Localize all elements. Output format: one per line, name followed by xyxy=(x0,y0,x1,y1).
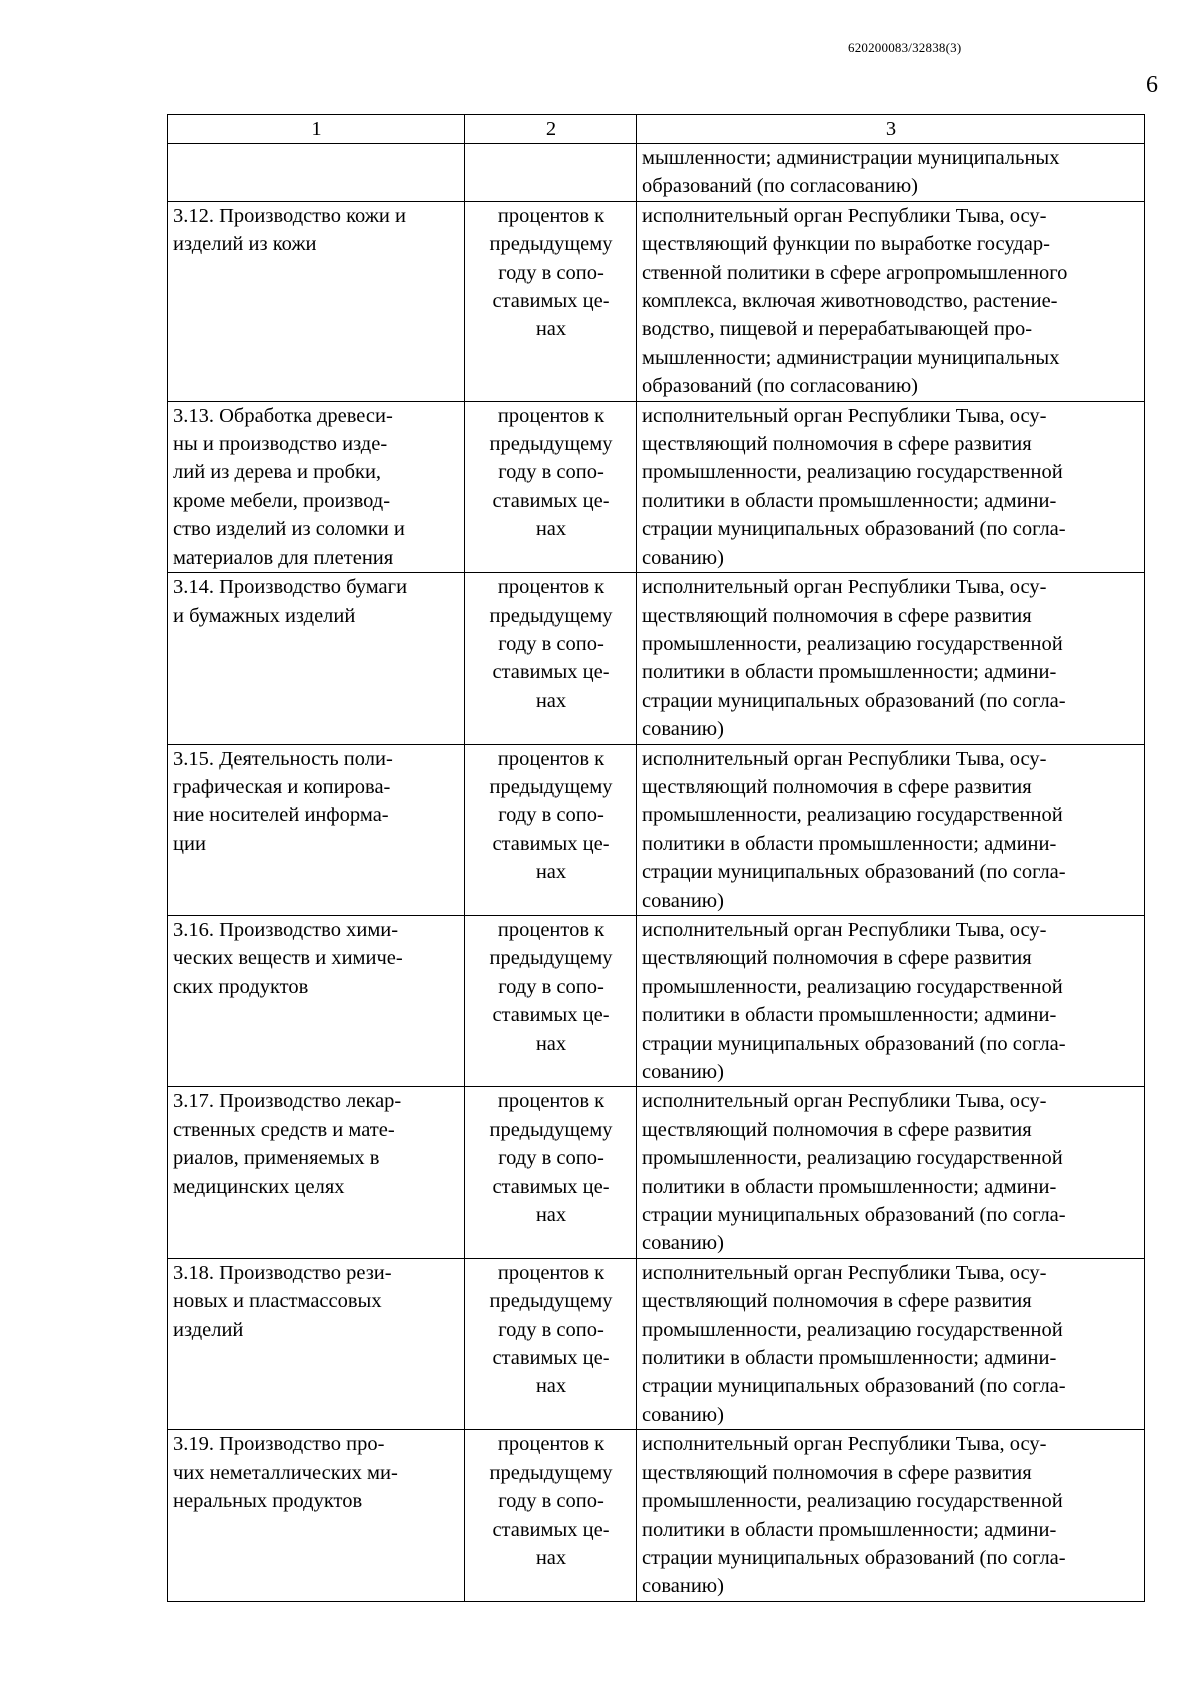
cell-text-line: ставимых це- xyxy=(492,832,610,855)
cell-text-line: году в сопо- xyxy=(498,1318,604,1341)
table-row xyxy=(168,573,1145,744)
cell-text-line: 3.13. Обработка древеси- xyxy=(173,404,393,427)
cell-text-line: предыдущему xyxy=(489,433,613,456)
cell-text-line: образований (по согласованию) xyxy=(642,175,918,198)
cell-text-line: промышленности, реализацию государственной xyxy=(642,461,1063,484)
cell-text-line: ставимых це- xyxy=(492,1518,610,1541)
cell-text-line: страции муниципальных образований (по согла- xyxy=(642,1546,1066,1569)
cell-text-line: сованию) xyxy=(642,1232,724,1255)
cell-text-line: сованию) xyxy=(642,1061,724,1083)
cell-text-line: нах xyxy=(535,318,567,341)
cell-text-line: комплекса, включая животноводство, растение- xyxy=(642,290,1058,313)
cell-text-line: исполнительный орган Республики Тыва, осу- xyxy=(642,1090,1047,1113)
cell-text-line: 3.19. Производство про- xyxy=(173,1433,385,1456)
column-header-2: 2 xyxy=(465,115,637,144)
cell-text-line: ставимых це- xyxy=(492,1175,610,1198)
cell-text-line: нах xyxy=(535,861,567,884)
cell-text-line: графическая и копирова- xyxy=(173,775,391,798)
cell-text-line: ществляющий полномочия в сфере развития xyxy=(642,775,1032,798)
cell-text-line: нах xyxy=(535,1546,567,1569)
table-row xyxy=(168,744,1145,915)
cell-text-line: предыдущему xyxy=(489,1290,613,1313)
cell-text-line: процентов к xyxy=(497,576,605,599)
cell-text-line: предыдущему xyxy=(489,604,613,627)
cell-text-line: сованию) xyxy=(642,889,724,912)
cell-text-line: году в сопо- xyxy=(498,632,604,655)
cell-text-line: 3.18. Производство рези- xyxy=(173,1261,392,1284)
responsible-body-cell xyxy=(637,573,1145,744)
cell-text-line: ставимых це- xyxy=(492,489,610,512)
cell-text-line: промышленности, реализацию государственной xyxy=(642,1490,1063,1513)
cell-text-line: нах xyxy=(535,518,567,541)
cell-text-line: лий из дерева и пробки, xyxy=(173,461,382,484)
cell-text-line: политики в области промышленности; админи- xyxy=(642,832,1057,855)
cell-text-line: ставимых це- xyxy=(492,1004,610,1027)
unit-cell xyxy=(465,915,637,1086)
cell-text-line: страции муниципальных образований (по согла- xyxy=(642,861,1066,884)
table-row xyxy=(168,401,1145,572)
cell-text-line: году в сопо- xyxy=(498,1490,604,1513)
cell-text-line: чих неметаллических ми- xyxy=(173,1461,398,1484)
cell-text-line: исполнительный орган Республики Тыва, осу- xyxy=(642,747,1047,770)
cell-text-line: промышленности, реализацию государственной xyxy=(642,1147,1063,1170)
cell-text-line: промышленности, реализацию государственной xyxy=(642,804,1063,827)
cell-text-line: неральных продуктов xyxy=(173,1490,363,1513)
indicator-name-cell xyxy=(168,915,465,1086)
unit-cell xyxy=(465,1430,637,1601)
cell-text-line: ществляющий полномочия в сфере развития xyxy=(642,947,1032,970)
unit-cell xyxy=(465,401,637,572)
cell-text-line: предыдущему xyxy=(489,1118,613,1141)
cell-text-line: году в сопо- xyxy=(498,461,604,484)
cell-text-line: мышленности; администрации муниципальных xyxy=(642,346,1060,369)
indicator-name-cell xyxy=(168,573,465,744)
cell-text-line: сованию) xyxy=(642,546,724,569)
cell-text-line: нах xyxy=(535,1032,567,1055)
cell-text-line: новых и пластмассовых xyxy=(173,1290,382,1313)
table-body xyxy=(168,144,1145,1602)
cell-text-line: политики в области промышленности; админи- xyxy=(642,1004,1057,1027)
cell-text-line: 3.12. Производство кожи и xyxy=(173,204,406,227)
table-row xyxy=(168,201,1145,401)
table-row xyxy=(168,1087,1145,1258)
cell-text-line: ществляющий полномочия в сфере развития xyxy=(642,1290,1032,1313)
indicator-name-cell xyxy=(168,144,465,202)
unit-cell xyxy=(465,201,637,401)
cell-text-line: политики в области промышленности; админи- xyxy=(642,1518,1057,1541)
cell-text-line: процентов к xyxy=(497,1261,605,1284)
responsible-body-cell xyxy=(637,401,1145,572)
cell-text-line: ществляющий функции по выработке государ- xyxy=(642,233,1050,256)
cell-text-line: водство, пищевой и перерабатывающей про- xyxy=(642,318,1033,341)
responsible-body-cell xyxy=(637,915,1145,1086)
cell-text-line: ственных средств и мате- xyxy=(173,1118,395,1141)
responsible-body-cell xyxy=(637,1258,1145,1429)
unit-cell xyxy=(465,144,637,202)
cell-text-line: мышленности; администрации муниципальных xyxy=(642,147,1060,169)
cell-text-line: страции муниципальных образований (по согла- xyxy=(642,1204,1066,1227)
cell-text-line: году в сопо- xyxy=(498,804,604,827)
cell-text-line: предыдущему xyxy=(489,947,613,970)
cell-text-line: ческих веществ и химиче- xyxy=(173,947,403,970)
cell-text-line: исполнительный орган Республики Тыва, осу- xyxy=(642,404,1047,427)
unit-cell xyxy=(465,1258,637,1429)
cell-text-line: ществляющий полномочия в сфере развития xyxy=(642,433,1032,456)
cell-text-line: ществляющий полномочия в сфере развития xyxy=(642,604,1032,627)
table-row xyxy=(168,915,1145,1086)
cell-text-line: страции муниципальных образований (по согла- xyxy=(642,689,1066,712)
cell-text-line: медицинских целях xyxy=(173,1175,345,1198)
table-header-row xyxy=(168,115,1145,144)
cell-text-line: предыдущему xyxy=(489,775,613,798)
cell-text-line: процентов к xyxy=(497,918,605,941)
cell-text-line: образований (по согласованию) xyxy=(642,375,918,398)
cell-text-line: политики в области промышленности; админи- xyxy=(642,1175,1057,1198)
indicator-name-cell xyxy=(168,1087,465,1258)
responsible-body-cell xyxy=(637,1087,1145,1258)
cell-text-line: страции муниципальных образований (по согла- xyxy=(642,518,1066,541)
cell-text-line: году в сопо- xyxy=(498,975,604,998)
cell-text-line: политики в области промышленности; админи- xyxy=(642,1347,1057,1370)
cell-text-line: промышленности, реализацию государственной xyxy=(642,632,1063,655)
cell-text-line: сованию) xyxy=(642,718,724,741)
cell-text-line: исполнительный орган Республики Тыва, осу- xyxy=(642,1261,1047,1284)
indicator-name-cell xyxy=(168,744,465,915)
column-header-3: 3 xyxy=(637,115,1145,144)
cell-text-line: ние носителей информа- xyxy=(173,804,389,827)
column-header-1: 1 xyxy=(168,115,465,144)
document-code: 620200083/32838(3) xyxy=(848,40,962,55)
cell-text-line: сованию) xyxy=(642,1575,724,1598)
responsible-body-cell xyxy=(637,1430,1145,1601)
indicator-name-cell xyxy=(168,1258,465,1429)
cell-text-line: ны и производство изде- xyxy=(173,433,388,456)
unit-cell xyxy=(465,573,637,744)
cell-text-line: материалов для плетения xyxy=(173,546,394,569)
unit-cell xyxy=(465,1087,637,1258)
cell-text-line: ществляющий полномочия в сфере развития xyxy=(642,1461,1032,1484)
page-number: 6 xyxy=(1146,72,1158,98)
indicator-name-cell xyxy=(168,1430,465,1601)
cell-text-line: 3.16. Производство хими- xyxy=(173,918,399,941)
cell-text-line: нах xyxy=(535,689,567,712)
cell-text-line: 3.14. Производство бумаги xyxy=(173,576,408,599)
cell-text-line: ществляющий полномочия в сфере развития xyxy=(642,1118,1032,1141)
table-row xyxy=(168,1258,1145,1429)
cell-text-line: страции муниципальных образований (по согла- xyxy=(642,1032,1066,1055)
cell-text-line: риалов, применяемых в xyxy=(173,1147,380,1170)
cell-text-line: промышленности, реализацию государственной xyxy=(642,975,1063,998)
cell-text-line: ство изделий из соломки и xyxy=(173,518,405,541)
cell-text-line: кроме мебели, производ- xyxy=(173,489,391,512)
indicators-table xyxy=(167,114,1145,1602)
cell-text-line: ставимых це- xyxy=(492,1347,610,1370)
cell-text-line: промышленности, реализацию государственной xyxy=(642,1318,1063,1341)
cell-text-line: исполнительный орган Республики Тыва, осу- xyxy=(642,1433,1047,1456)
cell-text-line: процентов к xyxy=(497,1090,605,1113)
cell-text-line: политики в области промышленности; админи- xyxy=(642,661,1057,684)
indicator-name-cell xyxy=(168,401,465,572)
cell-text-line: политики в области промышленности; админи- xyxy=(642,489,1057,512)
responsible-body-cell xyxy=(637,744,1145,915)
cell-text-line: процентов к xyxy=(497,204,605,227)
cell-text-line: ских продуктов xyxy=(173,975,309,998)
cell-text-line: сованию) xyxy=(642,1403,724,1426)
cell-text-line: процентов к xyxy=(497,747,605,770)
cell-text-line: исполнительный орган Республики Тыва, осу- xyxy=(642,576,1047,599)
responsible-body-cell xyxy=(637,144,1145,202)
cell-text-line: процентов к xyxy=(497,1433,605,1456)
cell-text-line: изделий из кожи xyxy=(173,233,317,256)
cell-text-line: предыдущему xyxy=(489,1461,613,1484)
cell-text-line: предыдущему xyxy=(489,233,613,256)
cell-text-line: страции муниципальных образований (по согла- xyxy=(642,1375,1066,1398)
cell-text-line: и бумажных изделий xyxy=(173,604,356,627)
cell-text-line: ставимых це- xyxy=(492,661,610,684)
cell-text-line: ции xyxy=(173,832,206,855)
cell-text-line: 3.17. Производство лекар- xyxy=(173,1090,402,1113)
cell-text-line: нах xyxy=(535,1375,567,1398)
cell-text-line: исполнительный орган Республики Тыва, осу- xyxy=(642,204,1047,227)
cell-text-line: исполнительный орган Республики Тыва, осу- xyxy=(642,918,1047,941)
cell-text-line: изделий xyxy=(173,1318,244,1341)
cell-text-line: году в сопо- xyxy=(498,1147,604,1170)
cell-text-line: 3.15. Деятельность поли- xyxy=(173,747,393,770)
unit-cell xyxy=(465,744,637,915)
cell-text-line: ставимых це- xyxy=(492,290,610,313)
cell-text-line: ственной политики в сфере агропромышленного xyxy=(642,261,1068,284)
table-row xyxy=(168,1430,1145,1601)
indicator-name-cell xyxy=(168,201,465,401)
cell-text-line: году в сопо- xyxy=(498,261,604,284)
table-row xyxy=(168,144,1145,202)
cell-text-line: процентов к xyxy=(497,404,605,427)
responsible-body-cell xyxy=(637,201,1145,401)
cell-text-line: нах xyxy=(535,1204,567,1227)
